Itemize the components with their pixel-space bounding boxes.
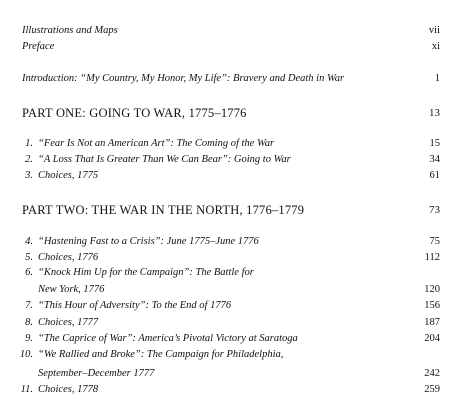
- chapter-number: 2.: [25, 154, 33, 165]
- chapter-page: 61: [429, 170, 440, 181]
- chapter-number: 9.: [25, 333, 33, 344]
- entry-title: Introduction: “My Country, My Honor, My Life”: Bravery and Death in War: [22, 73, 345, 84]
- chapter-title-continuation: New York, 1776: [38, 284, 105, 295]
- toc-chapter-3[interactable]: [0, 168, 464, 184]
- chapter-number: 8.: [25, 317, 33, 328]
- chapter-number: 5.: [25, 252, 33, 263]
- chapter-number: 1.: [25, 138, 33, 149]
- toc-chapter-10-continuation[interactable]: [0, 366, 464, 382]
- chapter-number: 10.: [19, 349, 33, 360]
- chapter-title-continuation: September–December 1777: [38, 368, 155, 379]
- chapter-number: 7.: [25, 300, 33, 311]
- part-page: 73: [429, 204, 440, 216]
- chapter-page: 156: [424, 300, 440, 311]
- chapter-title: Choices, 1776: [38, 252, 99, 263]
- chapter-page: 259: [424, 384, 440, 395]
- chapter-page: 34: [429, 154, 440, 165]
- entry-page: 1: [434, 73, 440, 84]
- chapter-page: 120: [424, 284, 440, 295]
- toc-chapter-1[interactable]: [0, 136, 464, 152]
- chapter-title: “A Loss That Is Greater Than We Can Bear”: Going to War: [38, 154, 291, 165]
- chapter-title: Choices, 1777: [38, 317, 99, 328]
- chapter-number: 6.: [25, 267, 33, 278]
- chapter-title: “This Hour of Adversity”: To the End of 1776: [38, 300, 232, 311]
- part-page: 13: [429, 107, 440, 119]
- toc-chapter-11[interactable]: [0, 382, 464, 398]
- chapter-number: 11.: [20, 384, 33, 395]
- toc-chapter-10[interactable]: [0, 347, 464, 363]
- entry-page: vii: [428, 25, 440, 36]
- chapter-title: Choices, 1775: [38, 170, 99, 181]
- toc-entry-introduction[interactable]: [0, 71, 464, 87]
- chapter-page: 112: [424, 252, 440, 263]
- entry-title: Preface: [22, 41, 55, 52]
- chapter-title: “We Rallied and Broke”: The Campaign for Philadelphia,: [38, 349, 284, 360]
- chapter-page: 204: [424, 333, 440, 344]
- toc-chapter-4[interactable]: [0, 234, 464, 250]
- toc-chapter-7[interactable]: [0, 298, 464, 314]
- chapter-page: 75: [429, 236, 440, 247]
- chapter-title: “Fear Is Not an American Art”: The Coming of the War: [38, 138, 275, 149]
- toc-chapter-8[interactable]: [0, 315, 464, 331]
- chapter-number: 4.: [25, 236, 33, 247]
- entry-page: xi: [431, 41, 440, 52]
- toc-entry-preface[interactable]: [0, 39, 464, 55]
- toc-chapter-6[interactable]: [0, 265, 464, 281]
- chapter-number: 3.: [25, 170, 33, 181]
- toc-part-two[interactable]: [0, 201, 464, 219]
- chapter-title: “Hastening Fast to a Crisis”: June 1775–June 1776: [38, 236, 259, 247]
- toc-chapter-6-continuation[interactable]: [0, 282, 464, 298]
- chapter-page: 242: [424, 368, 440, 379]
- chapter-title: “The Caprice of War”: America’s Pivotal Victory at Saratoga: [38, 333, 298, 344]
- part-title: PART TWO: THE WAR IN THE NORTH, 1776–1779: [22, 203, 305, 217]
- chapter-title: “Knock Him Up for the Campaign”: The Battle for: [38, 267, 254, 278]
- toc-chapter-2[interactable]: [0, 152, 464, 168]
- toc-chapter-5[interactable]: [0, 250, 464, 266]
- chapter-title: Choices, 1778: [38, 384, 99, 395]
- toc-chapter-9[interactable]: [0, 331, 464, 347]
- chapter-page: 15: [429, 138, 440, 149]
- chapter-page: 187: [424, 317, 440, 328]
- entry-title: Illustrations and Maps: [22, 25, 118, 36]
- toc-entry-illustrations[interactable]: [0, 23, 464, 39]
- part-title: PART ONE: GOING TO WAR, 1775–1776: [22, 106, 247, 120]
- toc-part-one[interactable]: [0, 104, 464, 122]
